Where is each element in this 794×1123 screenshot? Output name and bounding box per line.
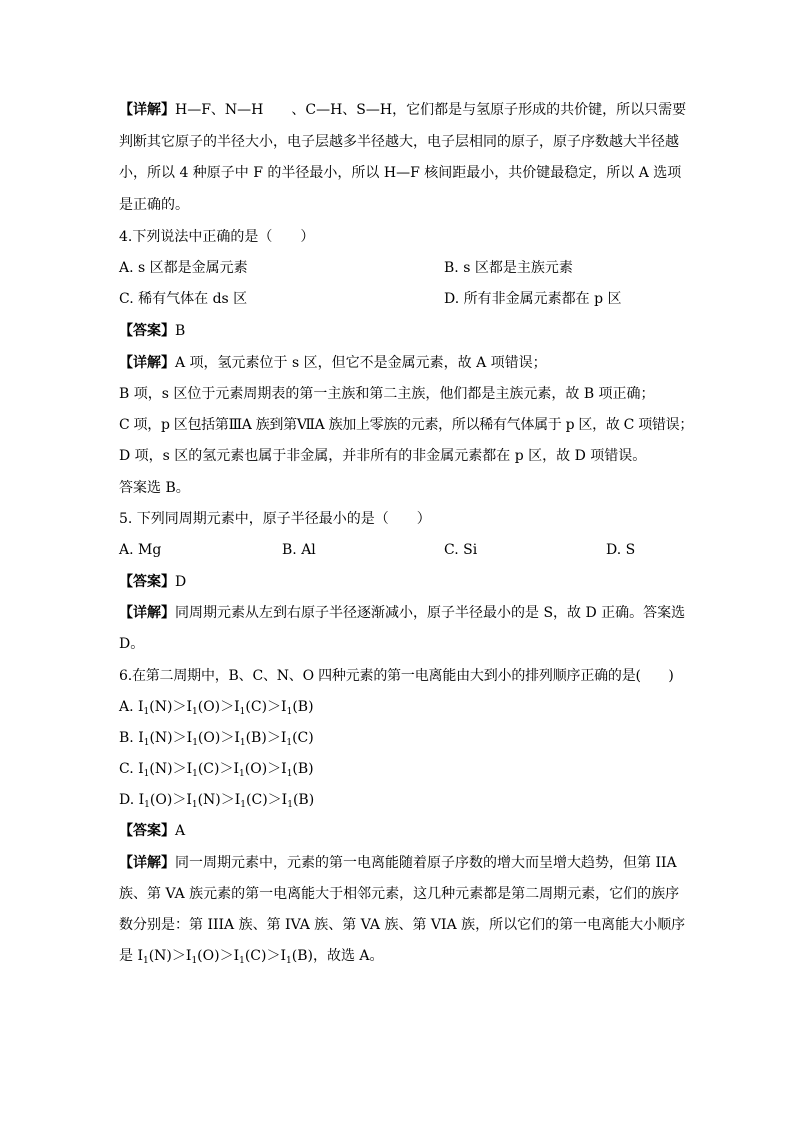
q5-detail-line-1: 【详解】同周期元素从左到右原子半径逐渐减小，原子半径最小的是 S，故 D 正确。答案选 — [119, 605, 686, 621]
ionization-inequality — [139, 792, 315, 808]
q6-question: 6.在第二周期中，B、C、N、O 四种元素的第一电离能由大到小的排列顺序正确的是( ) — [119, 668, 674, 684]
detail-tag: 【详解】 — [119, 102, 175, 118]
q4-option-d: D. 所有非金属元素都在 p 区 — [444, 291, 622, 307]
q4-detail-line-1: 【详解】A 项，氢元素位于 s 区，但它不是金属元素，故 A 项错误； — [119, 355, 547, 371]
ionization-term: $I_1(C)$ — [280, 730, 314, 748]
greater-than-sign: ＞ — [267, 699, 282, 715]
detail-tag: 【详解】 — [119, 605, 175, 621]
ionization-term: $I_1(O)$ — [185, 948, 220, 966]
ionization-term: $I_1(O)$ — [138, 792, 173, 810]
answer-value: A — [175, 823, 186, 839]
q4-option-c: C. 稀有气体在 ds 区 — [119, 291, 248, 307]
q6-detail-line-1: 【详解】同一周期元素中，元素的第一电离能随着原子序数的增大而呈增大趋势，但第 IIA — [119, 855, 677, 871]
greater-than-sign: ＞ — [220, 792, 235, 808]
q5-option-c: C. Si — [444, 542, 478, 558]
q3-detail-line-2: 判断其它原子的半径大小，电子层越多半径越大，电子层相同的原子，原子序数越大半径越 — [119, 134, 679, 150]
ionization-term: $I_1(N)$ — [137, 948, 172, 966]
ionization-term: $I_1(B)$ — [281, 792, 315, 810]
q4-detail-line-4: D 项，s 区的氢元素也属于非金属，并非所有的非金属元素都在 p 区，故 D 项错误。 — [119, 448, 647, 464]
ionization-term: $I_1(C)$ — [233, 948, 267, 966]
greater-than-sign: ＞ — [219, 948, 234, 964]
greater-than-sign: ＞ — [220, 699, 235, 715]
greater-than-sign: ＞ — [266, 948, 281, 964]
q3-detail-line-4: 是正确的。 — [119, 197, 189, 213]
greater-than-sign: ＞ — [267, 792, 282, 808]
answer-tag: 【答案】 — [119, 823, 175, 839]
q6-detail-line-3: 数分别是：第 IIIA 族、第 IVA 族、第 VA 族、第 VIA 族，所以它们的第一电离能大小顺序 — [119, 917, 686, 933]
ionization-inequality — [138, 761, 314, 777]
ionization-term: $I_1(C)$ — [186, 761, 220, 779]
q4-option-a: A. s 区都是金属元素 — [119, 260, 248, 276]
ionization-term: $I_1(N)$ — [138, 699, 173, 717]
answer-tag: 【答案】 — [119, 574, 175, 590]
q4-answer — [119, 321, 185, 341]
answer-value: D — [175, 574, 187, 590]
greater-than-sign: ＞ — [220, 730, 235, 746]
ionization-inequality — [138, 699, 314, 715]
greater-than-sign: ＞ — [172, 730, 187, 746]
q4-detail-line-3: C 项，p 区包括第ⅢA 族到第ⅦA 族加上零族的元素，所以稀有气体属于 p 区，故 C 项错误； — [119, 417, 694, 433]
greater-than-sign: ＞ — [267, 761, 282, 777]
ionization-term: $I_1(N)$ — [138, 761, 173, 779]
q6-option-a: A. $I_1(N)>I_1(O)>I_1(C)>I_1(B)$ — [119, 699, 314, 717]
greater-than-sign: ＞ — [171, 948, 186, 964]
ionization-term: $I_1(O)$ — [233, 761, 268, 779]
greater-than-sign: ＞ — [172, 699, 187, 715]
q5-detail-line-2: D。 — [119, 636, 145, 652]
q3-detail-line-1: 【详解】H—F、N—H 、C—H、S—H，它们都是与氢原子形成的共价键，所以只需要 — [119, 102, 687, 118]
detail-tag: 【详解】 — [119, 855, 175, 871]
greater-than-sign: ＞ — [172, 792, 187, 808]
q6-answer — [119, 821, 185, 841]
q6-detail-line-2: 族、第 VA 族元素的第一电离能大于相邻元素，这几种元素都是第二周期元素，它们的族序 — [119, 886, 680, 902]
ionization-term: $I_1(C)$ — [234, 792, 268, 810]
ionization-inequality — [137, 948, 313, 964]
q5-option-b: B. Al — [282, 542, 316, 558]
ionization-term: $I_1(N)$ — [138, 730, 173, 748]
ionization-term: $I_1(O)$ — [186, 699, 221, 717]
ionization-term: $I_1(B)$ — [280, 948, 313, 966]
greater-than-sign: ＞ — [266, 730, 281, 746]
q5-option-d: D. S — [606, 542, 636, 558]
q6-option-c: C. $I_1(N)>I_1(C)>I_1(O)>I_1(B)$ — [119, 761, 314, 779]
ionization-term: $I_1(O)$ — [186, 730, 221, 748]
ionization-term: $I_1(B)$ — [281, 761, 314, 779]
q5-option-a: A. Mg — [119, 542, 162, 558]
q4-option-b: B. s 区都是主族元素 — [444, 260, 573, 276]
answer-value: B — [175, 323, 186, 339]
ionization-term: $I_1(N)$ — [186, 792, 221, 810]
q6-detail-line-4: 是 $I_1(N)>I_1(O)>I_1(C)>I_1(B)$，故选 A。 — [119, 948, 384, 966]
q3-detail-line-3: 小，所以 4 种原子中 F 的半径最小，所以 H—F 核间距最小，共价键最稳定，所以 A 选项 — [119, 165, 682, 181]
q6-option-b: B. $I_1(N)>I_1(O)>I_1(B)>I_1(C)$ — [119, 730, 314, 748]
greater-than-sign: ＞ — [172, 761, 187, 777]
q4-conclusion: 答案选 B。 — [119, 480, 190, 496]
detail-tag: 【详解】 — [119, 355, 175, 371]
q5-answer — [119, 572, 186, 592]
ionization-term: $I_1(B)$ — [234, 730, 267, 748]
ionization-term: $I_1(C)$ — [234, 699, 268, 717]
answer-tag: 【答案】 — [119, 323, 175, 339]
ionization-term: $I_1(B)$ — [281, 699, 314, 717]
q4-detail-line-2: B 项，s 区位于元素周期表的第一主族和第二主族，他们都是主族元素，故 B 项正确； — [119, 386, 655, 402]
q5-question: 5. 下列同周期元素中，原子半径最小的是（ ） — [119, 511, 431, 527]
greater-than-sign: ＞ — [219, 761, 234, 777]
q6-option-d: D. $I_1(O)>I_1(N)>I_1(C)>I_1(B)$ — [119, 792, 315, 810]
ionization-inequality — [138, 730, 314, 746]
q4-question: 4.下列说法中正确的是（ ） — [119, 229, 315, 245]
